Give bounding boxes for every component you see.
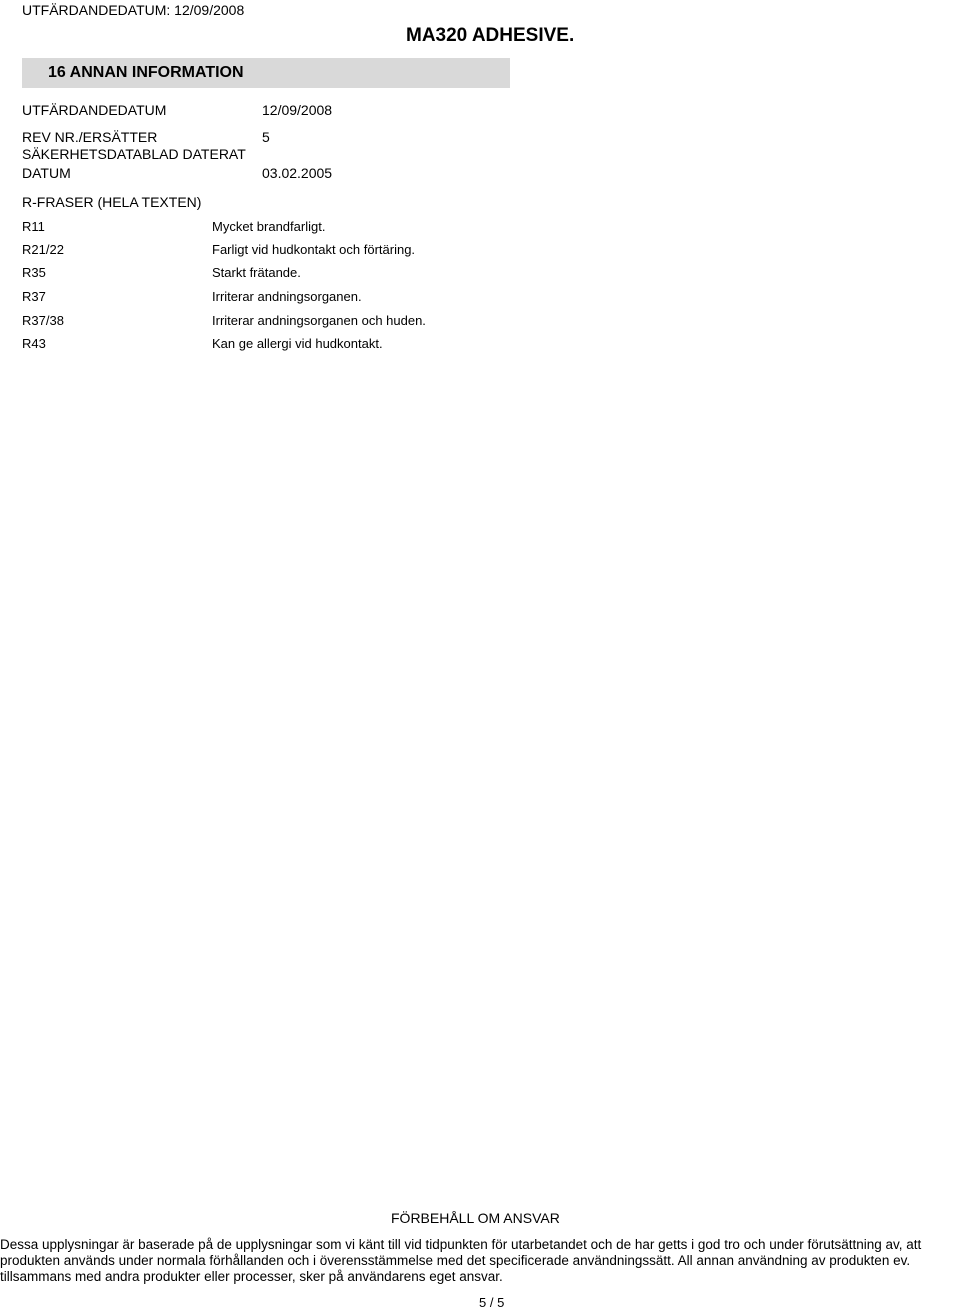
issue-date-value: 12/09/2008 — [262, 102, 333, 118]
r-phrase-text: Mycket brandfarligt. — [212, 219, 326, 234]
r-phrase-text: Irriterar andningsorganen och huden. — [212, 313, 426, 328]
issue-date-label: UTFÄRDANDEDATUM — [22, 102, 167, 118]
revision-label: REV NR./ERSÄTTER — [22, 129, 158, 145]
disclaimer-title: FÖRBEHÅLL OM ANSVAR — [391, 1210, 560, 1226]
section-title: 16 ANNAN INFORMATION — [48, 64, 244, 81]
r-phrase-code: R35 — [22, 265, 46, 280]
sds-date-value: 03.02.2005 — [262, 165, 333, 181]
product-name: MA320 ADHESIVE. — [406, 25, 575, 46]
r-phrases-heading: R-FRASER (HELA TEXTEN) — [22, 194, 202, 210]
r-phrase-code: R43 — [22, 336, 46, 351]
r-phrase-code: R11 — [22, 219, 45, 234]
r-phrase-text: Irriterar andningsorganen. — [212, 289, 362, 304]
r-phrase-code: R21/22 — [22, 242, 64, 257]
sds-date-label-line1: SÄKERHETSDATABLAD DATERAT — [22, 146, 246, 162]
page-number: 5 / 5 — [479, 1295, 505, 1310]
r-phrase-code: R37/38 — [22, 313, 64, 328]
r-phrase-text: Kan ge allergi vid hudkontakt. — [212, 336, 383, 351]
header-issue-date: UTFÄRDANDEDATUM: 12/09/2008 — [22, 2, 245, 18]
r-phrase-code: R37 — [22, 289, 46, 304]
sds-date-label-line2: DATUM — [22, 165, 71, 181]
r-phrase-text: Farligt vid hudkontakt och förtäring. — [212, 242, 416, 257]
revision-value: 5 — [262, 129, 270, 145]
r-phrase-text: Starkt frätande. — [212, 265, 301, 280]
disclaimer-text: Dessa upplysningar är baserade på de upplysningar som vi känt till vid tidpunkten för utarbetandet och de har getts i god tro och under förutsättning av, att produkten används under normala förhållanden och i överensstämmelse med det specificerade användningssätt. All annan användning av produkten ev. tillsammans med andra produkter eller processer, sker på användarens eget ansvar. — [0, 1237, 922, 1284]
